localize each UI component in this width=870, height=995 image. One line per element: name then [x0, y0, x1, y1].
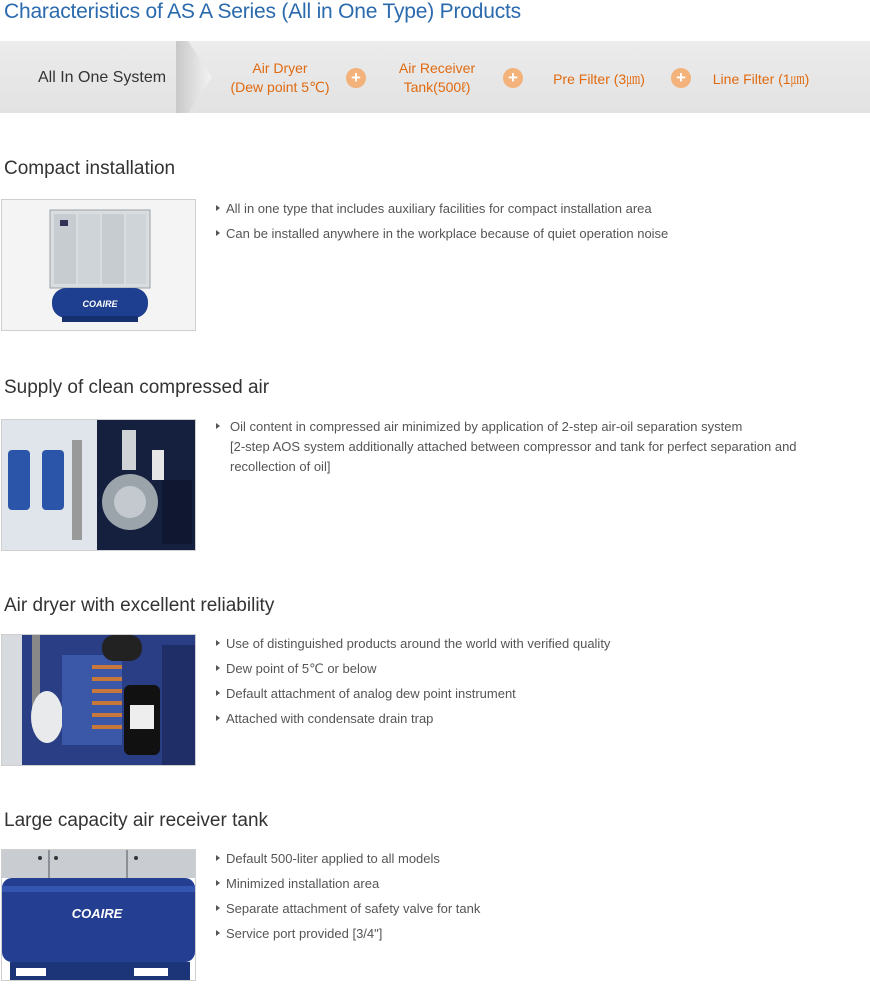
list-item: Use of distinguished products around the world with verified quality: [213, 634, 610, 659]
list-item: Dew point of 5℃ or below: [213, 659, 610, 684]
compressor-unit-image: [2, 200, 195, 330]
page-title: Characteristics of AS A Series (All in One Type) Products: [4, 0, 521, 23]
component-line-filter: Line Filter (1㎛): [712, 71, 810, 87]
clean-air-list: [213, 417, 830, 477]
system-label: All In One System: [38, 69, 167, 86]
list-item: Can be installed anywhere in the workplace because of quiet operation noise: [213, 224, 668, 249]
section-title-clean-compressed-air: Supply of clean compressed air: [4, 377, 270, 398]
air-dryer-image: [2, 635, 195, 765]
all-in-one-system-banner: [0, 41, 870, 113]
receiver-tank-photo: [1, 849, 196, 981]
air-dryer-photo: [1, 634, 196, 766]
section-title-air-receiver-tank: Large capacity air receiver tank: [4, 810, 269, 831]
list-item: Service port provided [3/4"]: [213, 924, 480, 949]
receiver-tank-image: [2, 850, 195, 980]
list-item: Attached with condensate drain trap: [213, 709, 610, 734]
svg-text:COAIRE: COAIRE: [82, 299, 118, 309]
air-dryer-list: [213, 634, 610, 734]
plus-icon: +: [671, 68, 691, 88]
list-item: Minimized installation area: [213, 874, 480, 899]
component-air-dryer: Air Dryer (Dew point 5℃): [230, 60, 330, 95]
brand-logo: COAIRE: [71, 906, 123, 921]
compressor-unit-photo: [1, 199, 196, 331]
component-air-receiver-tank: Air Receiver Tank(500ℓ): [398, 60, 476, 95]
list-item: Oil content in compressed air minimized by application of 2-step air-oil separation system [2-step AOS system additionally attached between compressor and tank for perfect separation and recollection of oil]: [213, 417, 830, 477]
list-item: Separate attachment of safety valve for tank: [213, 899, 480, 924]
air-oil-separator-photo: [1, 419, 196, 551]
receiver-tank-list: [213, 849, 480, 949]
chevron-right-icon: [176, 41, 214, 113]
plus-icon: +: [346, 68, 366, 88]
plus-icon: +: [503, 68, 523, 88]
separator-image: [2, 420, 195, 550]
compact-installation-list: [213, 199, 668, 249]
section-title-compact-installation: Compact installation: [4, 158, 176, 179]
list-item: Default 500-liter applied to all models: [213, 849, 480, 874]
section-title-air-dryer: Air dryer with excellent reliability: [4, 595, 275, 616]
list-item: All in one type that includes auxiliary facilities for compact installation area: [213, 199, 668, 224]
component-pre-filter: Pre Filter (3㎛): [553, 71, 645, 87]
list-item: Default attachment of analog dew point instrument: [213, 684, 610, 709]
